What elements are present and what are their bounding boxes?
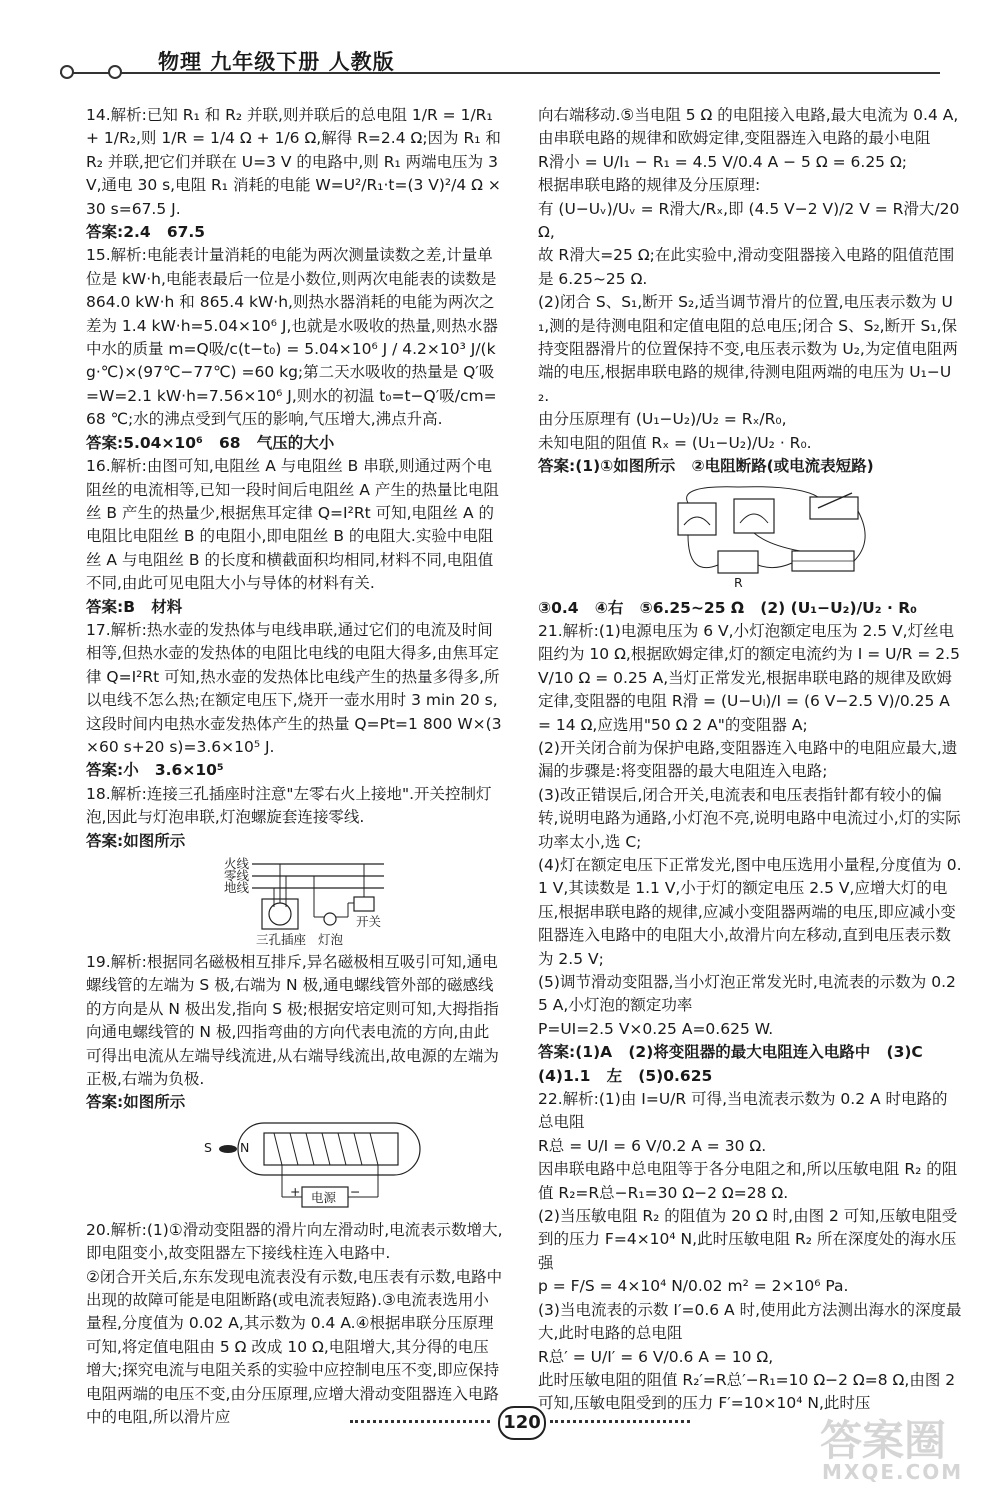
q16-analysis: 16.解析:由图可知,电阻丝 A 与电阻丝 B 串联,则通过两个电阻丝的电流相等,已知一段时间后电阻丝 A 产生的热量比电阻丝 B 产生的热量少,根据焦耳定律 Q=I²Rt 可知,电阻丝 A 的电阻比电阻丝 B 的电阻小,即电阻丝 B 的电阻大.实验中电阻丝 A 与电阻丝 B 的长度和横截面积均相同,材料不同,电阻值不同,由此可见电阻大小与导体的材料有关. bbox=[86, 457, 499, 593]
q22-part8: 此时压敏电阻的阻值 R₂′=R总′−R₁=10 Ω−2 Ω=8 Ω,由图 2 可知,压敏电阻受到的压力 F′=10×10⁴ N,此时压 bbox=[538, 1370, 961, 1413]
q20-circuit-figure bbox=[538, 481, 962, 593]
three-hole-socket-label: 三孔插座 bbox=[256, 932, 307, 947]
q21-part1: 21.解析:(1)电源电压为 6 V,小灯泡额定电压为 2.5 V,灯丝电阻约为 10 Ω,根据欧姆定律,灯的额定电流约为 I = U/R = 2.5 V/10 Ω = 0.25 A,当灯正常发光,根据串联电路的规律及欧姆定律,变阻器的电阻 R滑 = (U−Uₗ)/I = (6 V−2.5 V)/0.25 A = 14 Ω,应选用"50 Ω 2 A"的变阻器 A; bbox=[538, 621, 965, 734]
q20-cont-5: 故 R滑大=25 Ω;在此实验中,滑动变阻器接入电路的阻值范围是 6.25~25 Ω. bbox=[538, 246, 955, 288]
q21-answer: 答案:(1)A (2)将变阻器的最大电阻连入电路中 (3)C (4)1.1 左 (5)0.625 bbox=[538, 1043, 940, 1085]
q20-cont-6: (2)闭合 S、S₁,断开 S₂,适当调节滑片的位置,电压表示数为 U₁,测的是待测电阻和定值电阻的总电压;闭合 S、S₂,断开 S₁,保持变阻器滑片的位置保持不变,电压表示数为 U₂,为定值电阻两端的电压,根据串联电路的规律,待测电阻两端的电压为 U₁−U₂. bbox=[538, 293, 958, 405]
left-column bbox=[86, 104, 504, 1430]
negative-terminal-label: − bbox=[350, 1183, 361, 1199]
resistor-r-label: R bbox=[734, 574, 743, 590]
q21-part5: (5)调节滑动变阻器,当小灯泡正常发光时,电流表的示数为 0.25 A,小灯泡的额定功率 bbox=[538, 973, 956, 1015]
q17-answer: 答案:小 3.6×10⁵ bbox=[86, 761, 224, 780]
q20-cont-8: 未知电阻的阻值 Rₓ = (U₁−U₂)/U₂ · R₀. bbox=[538, 433, 812, 452]
positive-terminal-label: + bbox=[290, 1183, 301, 1199]
q19-answer: 答案:如图所示 bbox=[86, 1093, 186, 1112]
q21-part3: (3)改正错误后,闭合开关,电流表和电压表指针都有较小的偏转,说明电路为通路,小灯泡不亮,说明电路中电流过小,灯的实际功率太小,选 C; bbox=[538, 785, 961, 851]
q21-part4: (4)灯在额定电压下正常发光,图中电压选用小量程,分度值为 0.1 V,其读数是 1.1 V,小于灯的额定电压 2.5 V,应增大灯的电压,根据串联电路的规律,应减小变阻器两端的电压,即应减小变阻器连入电路中的电阻大小,故滑片向左移动,直到电压表示数为 2.5 V; bbox=[538, 855, 962, 968]
book-title: 物理 九年级下册 人教版 bbox=[158, 49, 395, 74]
header-circle-left bbox=[60, 65, 74, 79]
q20-answer-2: ③0.4 ④右 ⑤6.25~25 Ω (2) (U₁−U₂)/U₂ · R₀ bbox=[538, 598, 917, 617]
lamp-label: 灯泡 bbox=[318, 932, 344, 947]
q22-part3: 因串联电路中总电阻等于各分电阻之和,所以压敏电阻 R₂ 的阻值 R₂=R总−R₁=30 Ω−2 Ω=28 Ω. bbox=[538, 1160, 958, 1202]
power-source-label: 电源 bbox=[311, 1189, 337, 1205]
q15-answer: 答案:5.04×10⁶ 68 气压的大小 bbox=[86, 433, 335, 452]
q15-analysis: 15.解析:电能表计量消耗的电能为两次测量读数之差,计量单位是 kW·h,电能表最后一位是小数位,则两次电能表的读数是 864.0 kW·h 和 865.4 kW·h,则热水器消耗的电能为两次之差为 1.4 kW·h=5.04×10⁶ J,也就是水吸收的热量,则热水器中水的质量 m=Q吸/c(t−t₀) = 5.04×10⁶ J / 4.2×10³ J/(kg·℃)×(97℃−77℃) =60 kg;第二天水吸收的热量是 Q′吸=W=2.1 kW·h=7.56×10⁶ J,则水的初温 t₀=t−Q′吸/cm=68 ℃;水的沸点受到气压的影响,气压增大,沸点升高. bbox=[86, 246, 502, 429]
s-pole-label: S bbox=[204, 1139, 212, 1155]
q20-answer-1: 答案:(1)①如图所示 ②电阻断路(或电流表短路) bbox=[538, 457, 874, 476]
q16-answer: 答案:B 材料 bbox=[86, 597, 183, 616]
footer-dots-right bbox=[550, 1420, 690, 1423]
household-circuit-figure bbox=[86, 855, 504, 947]
page-number: 120 bbox=[498, 1406, 546, 1440]
q20-cont-4: 有 (U−Uᵥ)/Uᵥ = R滑大/Rₓ,即 (4.5 V−2 V)/2 V = R滑大/20 Ω, bbox=[538, 199, 965, 242]
q20-analysis-part2: ②闭合开关后,东东发现电流表没有示数,电压表有示数,电路中出现的故障可能是电阻断路(或电流表短路).③电流表选用小量程,分度值为 0.02 A,其示数为 0.4 A.④根据串联分压原理可知,将定值电阻由 5 Ω 改成 10 Ω,电阻增大,其分得的电压增大;探究电流与电阻关系的实验中应控制电压不变,即应保持电阻两端的电压不变,由分压原理,应增大滑动变阻器连入电路中的电阻,所以滑片应 bbox=[86, 1267, 503, 1427]
solenoid-diagram bbox=[86, 1117, 504, 1215]
q18-answer: 答案:如图所示 bbox=[86, 831, 186, 850]
ground-wire-label: 地线 bbox=[224, 880, 250, 895]
q21-part6: P=UI=2.5 V×0.25 A=0.625 W. bbox=[538, 1019, 774, 1038]
n-pole-label: N bbox=[240, 1139, 250, 1155]
q20-analysis-part1: 20.解析:(1)①滑动变阻器的滑片向左滑动时,电流表示数增大,即电阻变小,故变阻器左下接线柱连入电路中. bbox=[86, 1220, 503, 1263]
q21-part2: (2)开关闭合前为保护电路,变阻器连入电路中的电阻应最大,遗漏的步骤是:将变阻器的最大电阻连入电路; bbox=[538, 738, 958, 781]
q22-part5: p = F/S = 4×10⁴ N/0.02 m² = 2×10⁶ Pa. bbox=[538, 1277, 849, 1296]
q19-analysis: 19.解析:根据同名磁极相互排斥,异名磁极相互吸引可知,通电螺线管的左端为 S 极,右端为 N 极,通电螺线管外部的磁感线的方向是从 N 极出发,指向 S 极;根据安培定则可知,大拇指指向通电螺线管的 N 极,四指弯曲的方向代表电流的方向,由此可得出电流从左端导线流进,从右端导线流出,故电源的左端为正极,右端为负极. bbox=[86, 953, 499, 1089]
q22-part2: R总 = U/I = 6 V/0.2 A = 30 Ω. bbox=[538, 1136, 767, 1155]
fire-wire-label: 火线 bbox=[224, 856, 250, 871]
q20-cont-3: 根据串联电路的规律及分压原理: bbox=[538, 176, 761, 195]
neutral-wire-label: 零线 bbox=[224, 868, 250, 883]
q20-cont-2: R滑小 = U/I₁ − R₁ = 4.5 V/0.4 A − 5 Ω = 6.25 Ω; bbox=[538, 152, 908, 171]
solenoid-figure bbox=[86, 1117, 504, 1215]
switch-label: 开关 bbox=[356, 914, 382, 929]
page-header bbox=[60, 46, 940, 86]
watermark-logo-text: 答案圈 bbox=[820, 1416, 947, 1465]
header-circle-mid bbox=[108, 65, 122, 79]
q20-cont-1: 向右端移动.⑤当电阻 5 Ω 的电阻接入电路,最大电流为 0.4 A,由串联电路的规律和欧姆定律,变阻器连入电路的最小电阻 bbox=[538, 106, 959, 148]
q14-answer: 答案:2.4 67.5 bbox=[86, 223, 206, 242]
q22-part1: 22.解析:(1)由 I=U/R 可得,当电流表示数为 0.2 A 时电路的总电阻 bbox=[538, 1090, 948, 1132]
q20-cont-7: 由分压原理有 (U₁−U₂)/U₂ = Rₓ/R₀, bbox=[538, 410, 787, 429]
q22-part6: (3)当电流表的示数 I′=0.6 A 时,使用此方法测出海水的深度最大,此时电路的总电阻 bbox=[538, 1300, 962, 1343]
q22-part7: R总′ = U/I′ = 6 V/0.6 A = 10 Ω, bbox=[538, 1347, 774, 1366]
footer-dots-left bbox=[350, 1420, 490, 1423]
q17-analysis: 17.解析:热水壶的发热体与电线串联,通过它们的电流及时间相等,但热水壶的发热体的电阻比电线的电阻大得多,由焦耳定律 Q=I²Rt 可知,热水壶的发热体比电线产生的热量多得多,所以电线不怎么热;在额定电压下,烧开一壶水用时 3 min 20 s,这段时间内电热水壶发热体产生的热量 Q=Pt=1 800 W×(3×60 s+20 s)=3.6×10⁵ J. bbox=[86, 620, 502, 756]
right-column bbox=[538, 104, 965, 1416]
meter-circuit-diagram bbox=[538, 481, 962, 593]
q14-analysis: 14.解析:已知 R₁ 和 R₂ 并联,则并联后的总电阻 1/R = 1/R₁ + 1/R₂,则 1/R = 1/4 Ω + 1/6 Ω,解得 R=2.4 Ω;因为 R₁ 和 R₂ 并联,把它们并联在 U=3 V 的电路中,则 R₁ 两端电压为 3 V,通电 30 s,电阻 R₁ 消耗的电能 W=U²/R₁·t=(3 V)²/4 Ω × 30 s=67.5 J. bbox=[86, 106, 506, 218]
watermark-url: MXQE.COM bbox=[822, 1460, 964, 1484]
q22-part4: (2)当压敏电阻 R₂ 的阻值为 20 Ω 时,由图 2 可知,压敏电阻受到的压力 F=4×10⁴ N,此时压敏电阻 R₂ 所在深度处的海水压强 bbox=[538, 1207, 958, 1272]
q18-analysis: 18.解析:连接三孔插座时注意"左零右火上接地".开关控制灯泡,因此与灯泡串联,灯泡螺旋套连接零线. bbox=[86, 784, 492, 827]
watermark bbox=[810, 1408, 980, 1488]
